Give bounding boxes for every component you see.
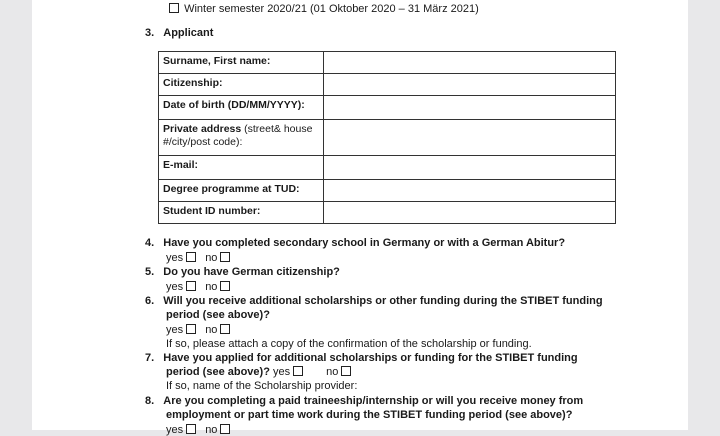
question-8-text-cont: employment or part time work during the STIBET funding period (see above)? — [166, 409, 573, 421]
no-label: no — [326, 366, 339, 378]
winter-semester-option — [166, 3, 479, 15]
table-row — [159, 74, 616, 96]
q4-yes-checkbox[interactable] — [186, 252, 196, 262]
address-label: Private address — [163, 123, 242, 135]
q6-no-checkbox[interactable] — [220, 324, 230, 334]
address-label-cell — [159, 120, 324, 156]
question-6-text-cont: period (see above)? — [166, 309, 270, 321]
dob-label: Date of birth (DD/MM/YYYY): — [163, 99, 305, 111]
question-8-answers — [166, 424, 232, 436]
question-6-answers — [166, 324, 232, 336]
section-3-number: 3. — [145, 27, 155, 39]
email-label: E-mail: — [163, 159, 199, 171]
question-6-note: If so, please attach a copy of the confirmation of the scholarship or funding. — [166, 338, 532, 350]
citizenship-label-cell — [159, 74, 324, 96]
q7-yes-checkbox[interactable] — [293, 366, 303, 376]
question-4-text: Have you completed secondary school in Germany or with a German Abitur? — [163, 237, 566, 249]
yes-label: yes — [166, 324, 184, 336]
question-7-number: 7. — [145, 352, 155, 364]
table-row — [159, 180, 616, 202]
no-label: no — [205, 424, 218, 436]
q6-yes-checkbox[interactable] — [186, 324, 196, 334]
no-label: no — [205, 324, 218, 336]
email-label-cell — [159, 156, 324, 180]
question-5-answers — [166, 281, 232, 293]
degree-field[interactable] — [324, 180, 616, 202]
yes-label: yes — [166, 424, 184, 436]
q4-no-checkbox[interactable] — [220, 252, 230, 262]
yes-label: yes — [166, 281, 184, 293]
address-field[interactable] — [324, 120, 616, 156]
yes-label: yes — [166, 252, 184, 264]
table-row — [159, 52, 616, 74]
table-row — [159, 156, 616, 180]
student-id-label-cell — [159, 202, 324, 224]
question-7-note: If so, name of the Scholarship provider: — [166, 380, 358, 392]
question-5 — [145, 266, 340, 278]
q7-no-checkbox[interactable] — [341, 366, 351, 376]
section-3-heading — [145, 27, 213, 39]
table-row — [159, 120, 616, 156]
table-row — [159, 96, 616, 120]
question-8-text: Are you completing a paid traineeship/internship or will you receive money from — [163, 395, 584, 407]
student-id-field[interactable] — [324, 202, 616, 224]
surname-field[interactable] — [324, 52, 616, 74]
q8-no-checkbox[interactable] — [220, 424, 230, 434]
winter-semester-checkbox[interactable] — [169, 3, 179, 13]
question-5-number: 5. — [145, 266, 155, 278]
citizenship-field[interactable] — [324, 74, 616, 96]
q8-yes-checkbox[interactable] — [186, 424, 196, 434]
question-5-text: Do you have German citizenship? — [163, 266, 340, 278]
question-7-text: Have you applied for additional scholarships or funding for the STIBET funding — [163, 352, 578, 364]
cut-off-line — [168, 0, 508, 2]
degree-label: Degree programme at TUD: — [163, 183, 300, 195]
question-7-text-cont — [166, 366, 353, 378]
question-4-number: 4. — [145, 237, 155, 249]
applicant-table — [158, 51, 616, 224]
q5-yes-checkbox[interactable] — [186, 281, 196, 291]
winter-semester-label: Winter semester 2020/21 (01 Oktober 2020 – 31 März 2021) — [184, 3, 479, 15]
question-4 — [145, 237, 565, 249]
q5-no-checkbox[interactable] — [220, 281, 230, 291]
question-6-number: 6. — [145, 295, 155, 307]
student-id-label: Student ID number: — [163, 205, 261, 217]
question-8-number: 8. — [145, 395, 155, 407]
surname-label: Surname, First name: — [163, 55, 271, 67]
yes-label: yes — [272, 366, 291, 378]
question-8 — [145, 395, 583, 407]
question-7 — [145, 352, 578, 364]
no-label: no — [205, 252, 218, 264]
dob-label-cell — [159, 96, 324, 120]
section-3-title: Applicant — [163, 27, 214, 39]
no-label: no — [205, 281, 218, 293]
document-page — [32, 0, 688, 436]
question-6 — [145, 295, 603, 307]
citizenship-label: Citizenship: — [163, 77, 223, 89]
degree-label-cell — [159, 180, 324, 202]
question-4-answers — [166, 252, 232, 264]
surname-label-cell — [159, 52, 324, 74]
email-field[interactable] — [324, 156, 616, 180]
address-label-detail: (street& house #/city/post code): — [163, 123, 313, 148]
question-7-text-line2: period (see above)? — [166, 366, 270, 378]
dob-field[interactable] — [324, 96, 616, 120]
question-6-text: Will you receive additional scholarships or other funding during the STIBET funding — [163, 295, 603, 307]
table-row — [159, 202, 616, 224]
